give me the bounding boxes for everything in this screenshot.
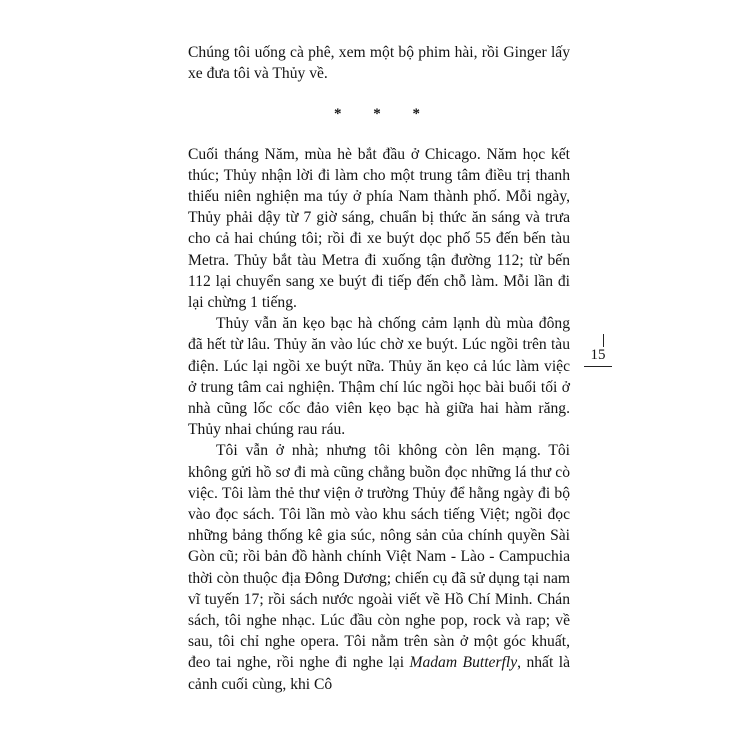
paragraph-2: Cuối tháng Năm, mùa hè bắt đầu ở Chicago. Năm học kết thúc; Thủy nhận lời đi làm cho một trung tâm điều trị thanh thiếu niên nghiện ma túy ở phía Nam thành phố. Mỗi ngày, Thủy phải dậy từ 7 giờ sáng, chuẩn bị thức ăn sáng và trưa cho cả hai chúng tôi; rồi đi xe buýt dọc phố 55 đến bến tàu Metra. Thủy bắt tàu Metra đi xuống tận đường 112; từ bến 112 lại chuyển sang xe buýt đi tiếp đến chỗ làm. Mỗi lần đi lại chừng 1 tiếng. [188, 145, 570, 312]
page-number: 15 [584, 347, 612, 367]
text-column [188, 42, 570, 695]
page-number-rule [603, 334, 604, 347]
paragraph-3: Thủy vẫn ăn kẹo bạc hà chống cảm lạnh dù mùa đông đã hết từ lâu. Thủy ăn vào lúc chờ xe buýt. Lúc ngồi trên tàu điện. Lúc lại ngồi xe buýt nữa. Thủy ăn kẹo cả lúc làm việc ở trung tâm cai nghiện. Thậm chí lúc ngồi học bài buổi tối ở nhà cũng lốc cốc đảo viên kẹo bạc hà giữa hai hàm răng. Thủy nhai chúng rau ráu. [188, 315, 570, 439]
paragraph-1: Chúng tôi uống cà phê, xem một bộ phim hài, rồi Ginger lấy xe đưa tôi và Thủy về. [188, 44, 570, 83]
opera-title: Madam Butterfly [409, 654, 518, 672]
paragraph-4-tail: , nhất là cảnh cuối cùng, khi Cô [188, 654, 570, 693]
paragraph-4-text: Tôi vẫn ở nhà; nhưng tôi không còn lên mạng. Tôi không gửi hồ sơ đi mà cũng chẳng buồn đọc những lá thư cò việc. Tôi làm thẻ thư viện ở trường Thủy để hằng ngày đi bộ vào đọc sách. Tôi lần mò vào khu sách tiếng Việt; ngồi đọc những bảng thống kê gia súc, nông sản của chính quyền Sài Gòn cũ; rồi bản đồ hành chính Việt Nam - Lào - Campuchia thời còn thuộc địa Đông Dương; chiến cụ đã sử dụng tại nam vĩ tuyến 17; rồi sách nước ngoài viết về Hồ Chí Minh. Chán sách, tôi nghe nhạc. Lúc đầu còn nghe pop, rock và rap; về sau, tôi chỉ nghe opera. Tôi nằm trên sàn ở một góc khuất, đeo tai nghe, rồi nghe đi nghe lại [188, 442, 570, 672]
scene-break: * * * [334, 106, 434, 123]
paragraph-4 [188, 440, 570, 694]
